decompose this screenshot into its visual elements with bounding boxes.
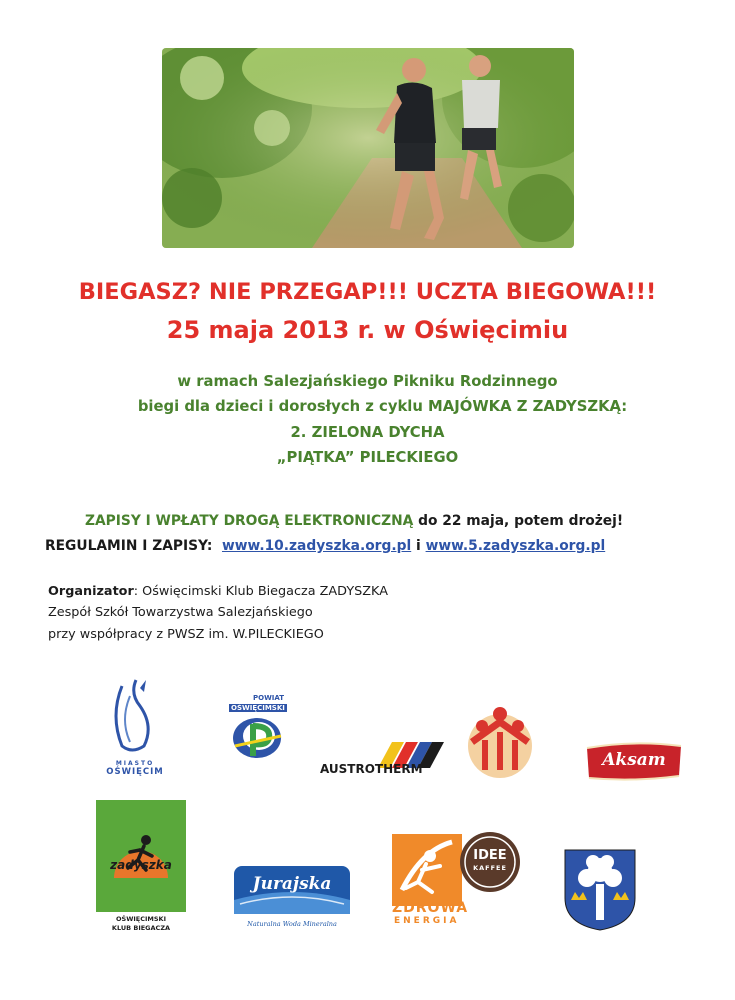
powiat-oswiecimski-logo <box>225 694 293 766</box>
zadyszka-wordmark: zadyszka <box>110 858 172 872</box>
idee-line-2: KAFFEE <box>473 864 507 872</box>
registration-deadline: do 22 maja, potem drożej! <box>413 513 624 529</box>
miasto-caption-top: MIASTO <box>115 760 155 767</box>
runners-photo <box>162 48 574 248</box>
aksam-name: Aksam <box>602 750 666 770</box>
zdrowa-energia-logo <box>392 830 520 930</box>
miasto-caption-bottom: OŚWIĘCIM <box>106 767 164 777</box>
registration-links <box>45 538 605 554</box>
organizer-line-3: przy współpracy z PWSZ im. W.PILECKIEGO <box>48 627 324 642</box>
powiat-caption-bottom: OŚWIĘCIMSKI <box>231 704 285 712</box>
coat-of-arms-logo <box>563 848 637 932</box>
jurajska-tagline: Naturalna Woda Mineralna <box>247 920 337 928</box>
zadyszka-club-logo <box>96 800 186 934</box>
organizer-line-1 <box>48 584 388 599</box>
miasto-emblem-icon <box>100 676 170 756</box>
zadyszka-caption-2: KLUB BIEGACZA <box>111 924 171 932</box>
jurajska-logo <box>232 864 352 934</box>
aksam-logo <box>583 740 685 782</box>
salesian-logo <box>462 702 538 780</box>
organizer-line-2: Zespół Szkół Towarzystwa Salezjańskiego <box>48 605 313 620</box>
link-10-zadyszka[interactable]: www.10.zadyszka.org.pl <box>221 538 412 554</box>
program-line-3: 2. ZIELONA DYCHA <box>290 424 445 441</box>
zadyszka-caption-1: OŚWIĘCIMSKI <box>115 915 167 923</box>
idee-line-1: IDEE <box>473 848 507 863</box>
registration-note <box>85 513 623 529</box>
organizer-name: : Oświęcimski Klub Biegacza ZADYSZKA <box>133 584 388 599</box>
zdrowa-line-1: ZDROWA <box>392 900 469 916</box>
organizer-label: Organizator <box>48 584 134 599</box>
zdrowa-line-2: ENERGIA <box>394 916 460 926</box>
registration-note-green: ZAPISY I WPŁATY DROGĄ ELEKTRONICZNĄ <box>85 513 414 529</box>
program-line-1: w ramach Salezjańskiego Pikniku Rodzinnego <box>177 373 558 390</box>
program-line-2: biegi dla dzieci i dorosłych z cyklu MAJÓWKA Z ZADYSZKĄ: <box>137 398 628 415</box>
registration-label: REGULAMIN I ZAPISY: <box>45 538 213 554</box>
runner-silhouette-icon <box>110 830 172 880</box>
miasto-oswiecim-logo <box>100 676 170 780</box>
salesian-people-icon <box>462 702 538 780</box>
headline-date: 25 maja 2013 r. w Oświęcimiu <box>166 316 569 344</box>
powiat-emblem-icon <box>231 716 283 760</box>
powiat-caption-top: POWIAT <box>253 694 285 702</box>
austrotherm-name: AUSTROTHERM <box>320 762 423 776</box>
program-line-4: „PIĄTKA” PILECKIEGO <box>276 449 459 466</box>
links-conjunction: i <box>416 538 421 554</box>
jurajska-name: Jurajska <box>252 874 332 894</box>
link-5-zadyszka[interactable]: www.5.zadyszka.org.pl <box>425 538 606 554</box>
headline-line-1: BIEGASZ? NIE PRZEGAP!!! UCZTA BIEGOWA!!! <box>78 279 657 305</box>
coat-of-arms-icon <box>563 848 637 932</box>
austrotherm-logo <box>320 742 448 782</box>
